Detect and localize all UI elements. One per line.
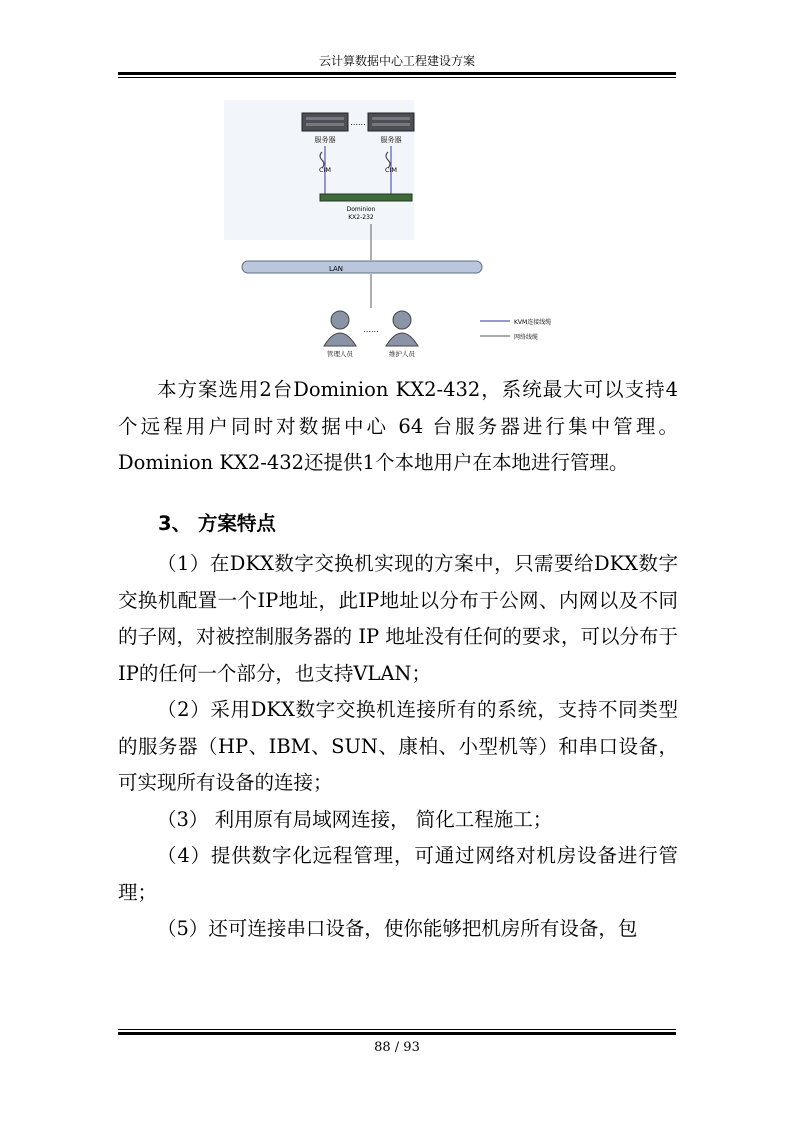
section-heading: 3、 方案特点 <box>158 512 276 535</box>
header-rule-thick <box>118 72 676 75</box>
diagram-server-label: 服务器 <box>314 136 336 144</box>
diagram-ellipsis-top: ...... <box>350 118 366 127</box>
legend-network-label: 网络线缆 <box>514 334 539 341</box>
header-rule-thin <box>118 77 676 78</box>
diagram-switch-name: Dominion <box>346 206 376 213</box>
legend-kvm-label: KVM连接线缆 <box>514 319 552 326</box>
footer-rule-thin <box>118 1029 676 1030</box>
diagram-cim-label: CIM <box>318 166 332 174</box>
kvm-switch-device <box>320 194 412 201</box>
body-paragraph: （2）采用DKX数字交换机连接所有的系统，支持不同类型的服务器（HP、IBM、SUN、康柏、小型机等）和串口设备，可实现所有设备的连接； <box>118 698 678 794</box>
body-paragraph: 本方案选用2台Dominion KX2-432，系统最大可以支持4 个远程用户同时对数据中心 64 台服务器进行集中管理。Dominion KX2-432还提供1个本地用户在本地进行管理。 <box>118 378 678 474</box>
diagram-cim-label: CIM <box>384 166 398 174</box>
diagram-switch-model: KX2-232 <box>348 214 374 221</box>
user-icon <box>324 311 356 346</box>
diagram-user-label: 维护人员 <box>389 350 415 358</box>
kvm-network-diagram <box>218 98 578 366</box>
user-icon <box>386 311 418 346</box>
server-icon <box>302 113 348 131</box>
diagram-lan-label: LAN <box>328 265 344 273</box>
intro-section <box>118 372 678 482</box>
features-section <box>118 546 678 948</box>
diagram-user-label: 管理人员 <box>327 350 353 358</box>
diagram-ellipsis-bottom: ...... <box>363 325 379 334</box>
server-icon <box>368 113 414 131</box>
header-title: 云计算数据中心工程建设方案 <box>318 54 475 68</box>
footer-rule-thick <box>118 1032 676 1035</box>
page-number: 88 / 93 <box>374 1040 420 1055</box>
body-paragraph: （4）提供数字化远程管理，可通过网络对机房设备进行管理； <box>118 844 678 904</box>
diagram-server-label: 服务器 <box>380 136 402 144</box>
lan-bus <box>242 261 482 273</box>
body-paragraph: （5）还可连接串口设备，使你能够把机房所有设备，包 <box>157 917 638 940</box>
body-paragraph: （3） 利用原有局域网连接， 简化工程施工； <box>157 807 553 831</box>
body-paragraph: （1）在DKX数字交换机实现的方案中，只需要给DKX数字交换机配置一个IP地址，此IP地址以分布于公网、内网以及不同的子网，对被控制服务器的 IP 地址没有任何的要求，可以分布于IP的任何一个部分，也支持VLAN； <box>118 552 678 685</box>
